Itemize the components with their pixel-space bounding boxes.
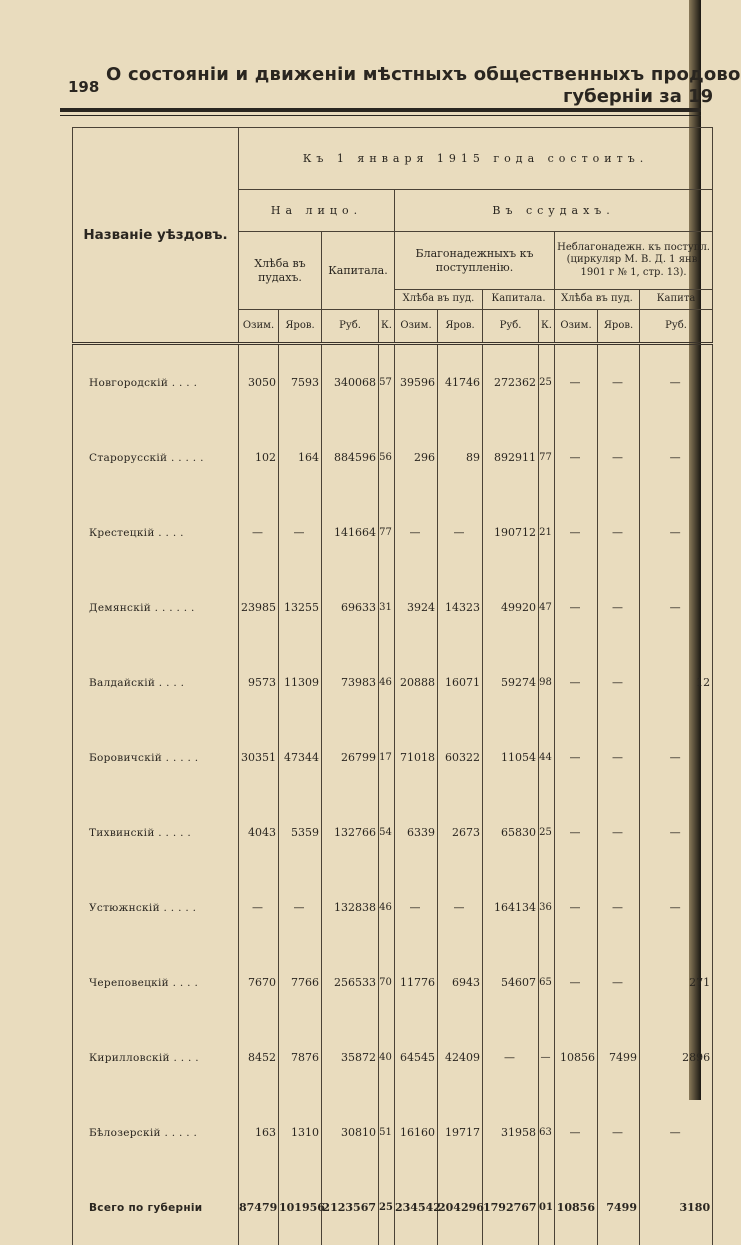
unreliable-rub-cell: — <box>640 795 713 870</box>
unreliable-rub-cell: — <box>640 1095 713 1170</box>
unreliable-yarov-cell: — <box>598 1095 640 1170</box>
reliable-kop-cell: 36 <box>539 870 555 945</box>
kop-cell: 40 <box>379 1020 395 1095</box>
page-number: 198 <box>68 78 99 96</box>
unreliable-rub-cell: 3180 <box>640 1170 713 1245</box>
reliable-rub-cell: 164134 <box>483 870 539 945</box>
in-loans-header: Въ ссудахъ. <box>395 190 713 232</box>
yarov-cell: 164 <box>279 420 322 495</box>
reliable-capital-header: Капитала. <box>483 290 555 310</box>
unreliable-ozim-cell: — <box>555 795 598 870</box>
kop-cell: 70 <box>379 945 395 1020</box>
reliable-yarov-cell: 60322 <box>438 720 483 795</box>
reliable-rub-cell: 31958 <box>483 1095 539 1170</box>
unreliable-ozim-cell: 10856 <box>555 1170 598 1245</box>
ozim-cell: 7670 <box>239 945 279 1020</box>
unreliable-rub-cell: 12 <box>640 645 713 720</box>
unreliable-rub-cell: — <box>640 344 713 421</box>
reliable-yarov-cell: 16071 <box>438 645 483 720</box>
unreliable-yarov-cell: — <box>598 420 640 495</box>
table-row <box>73 344 713 421</box>
yarov-cell: 101956 <box>279 1170 322 1245</box>
reliable-rub-cell: 54607 <box>483 945 539 1020</box>
reliable-kop-cell: 65 <box>539 945 555 1020</box>
kop-cell: 54 <box>379 795 395 870</box>
table-row <box>73 495 713 570</box>
ozim-cell: 23985 <box>239 570 279 645</box>
reliable-kop-cell: 44 <box>539 720 555 795</box>
unreliable-capital-header: Капита <box>640 290 713 310</box>
unreliable-ozim-cell: — <box>555 570 598 645</box>
reliable-ozim-cell: — <box>395 870 438 945</box>
table-row <box>73 1020 713 1095</box>
unreliable-rub-cell: — <box>640 870 713 945</box>
table-row <box>73 1095 713 1170</box>
reliable-ozim-cell: 39596 <box>395 344 438 421</box>
reliable-kop-cell: 63 <box>539 1095 555 1170</box>
reliable-yarov-cell: — <box>438 495 483 570</box>
reliable-ozim-cell: 16160 <box>395 1095 438 1170</box>
reliable-rub-cell: 272362 <box>483 344 539 421</box>
district-name: Тихвинскій . . . . . <box>73 795 239 870</box>
reliable-kop-cell: 77 <box>539 420 555 495</box>
rub-cell: 35872 <box>322 1020 379 1095</box>
kop-cell: 56 <box>379 420 395 495</box>
header-rule-thick <box>60 108 701 112</box>
page-title-line2: губерніи за 19 <box>563 86 713 107</box>
rub-cell: 256533 <box>322 945 379 1020</box>
district-name: Всего по губерніи <box>73 1170 239 1245</box>
kop-cell: 77 <box>379 495 395 570</box>
reliable-rub-cell: 59274 <box>483 645 539 720</box>
ozim-cell: 30351 <box>239 720 279 795</box>
kop-cell: 31 <box>379 570 395 645</box>
reliable-kop-cell: 25 <box>539 795 555 870</box>
unreliable-yarov-cell: — <box>598 645 640 720</box>
reliable-ozim-cell: 20888 <box>395 645 438 720</box>
rub-cell: 30810 <box>322 1095 379 1170</box>
yarov-cell: 5359 <box>279 795 322 870</box>
rub-cell: 884596 <box>322 420 379 495</box>
rub-cell: 73983 <box>322 645 379 720</box>
ozim-cell: — <box>239 870 279 945</box>
district-name: Старорусскій . . . . . <box>73 420 239 495</box>
col-yarov: Яров. <box>279 310 322 344</box>
district-name: Валдайскій . . . . <box>73 645 239 720</box>
reliable-yarov-cell: — <box>438 870 483 945</box>
reliable-rub-cell: — <box>483 1020 539 1095</box>
col-rub: Руб. <box>322 310 379 344</box>
reliable-kop-cell: 21 <box>539 495 555 570</box>
reliable-ozim-cell: 234542 <box>395 1170 438 1245</box>
kop-cell: 25 <box>379 1170 395 1245</box>
reliable-ozim-cell: 11776 <box>395 945 438 1020</box>
reliable-yarov-cell: 14323 <box>438 570 483 645</box>
grain-header: Хлѣба въ пудахъ. <box>239 232 322 310</box>
table-row <box>73 795 713 870</box>
ozim-cell: — <box>239 495 279 570</box>
reliable-grain-header: Хлѣба въ пуд. <box>395 290 483 310</box>
reliable-yarov-cell: 89 <box>438 420 483 495</box>
stock-table <box>72 127 713 1245</box>
unreliable-rub-cell: 2896 <box>640 1020 713 1095</box>
table-row <box>73 1170 713 1245</box>
unreliable-yarov-cell: 7499 <box>598 1170 640 1245</box>
col-reliable-yarov: Яров. <box>438 310 483 344</box>
reliable-yarov-cell: 41746 <box>438 344 483 421</box>
reliable-rub-cell: 65830 <box>483 795 539 870</box>
district-name: Череповецкій . . . . <box>73 945 239 1020</box>
unreliable-yarov-cell: — <box>598 344 640 421</box>
unreliable-yarov-cell: 7499 <box>598 1020 640 1095</box>
reliable-kop-cell: 47 <box>539 570 555 645</box>
yarov-cell: 47344 <box>279 720 322 795</box>
unreliable-rub-cell: — <box>640 720 713 795</box>
rub-cell: 2123567 <box>322 1170 379 1245</box>
reliable-ozim-cell: 71018 <box>395 720 438 795</box>
district-name: Демянскій . . . . . . <box>73 570 239 645</box>
ozim-cell: 3050 <box>239 344 279 421</box>
kop-cell: 46 <box>379 645 395 720</box>
ozim-cell: 9573 <box>239 645 279 720</box>
rub-cell: 340068 <box>322 344 379 421</box>
col-unreliable-rub: Руб. <box>640 310 713 344</box>
reliable-kop-cell: 01 <box>539 1170 555 1245</box>
table-row <box>73 720 713 795</box>
unreliable-grain-header: Хлѣба въ пуд. <box>555 290 640 310</box>
reliable-header: Благонадежныхъ къ поступленію. <box>395 232 555 290</box>
col-reliable-ozim: Озим. <box>395 310 438 344</box>
rub-cell: 141664 <box>322 495 379 570</box>
unreliable-yarov-cell: — <box>598 945 640 1020</box>
unreliable-rub-cell: — <box>640 495 713 570</box>
table-row <box>73 570 713 645</box>
reliable-rub-cell: 892911 <box>483 420 539 495</box>
district-header: Названіе уѣздовъ. <box>73 128 239 344</box>
ozim-cell: 8452 <box>239 1020 279 1095</box>
unreliable-rub-cell: — <box>640 570 713 645</box>
unreliable-rub-cell: 271 <box>640 945 713 1020</box>
reliable-kop-cell: 25 <box>539 344 555 421</box>
col-unreliable-yarov: Яров. <box>598 310 640 344</box>
unreliable-ozim-cell: 10856 <box>555 1020 598 1095</box>
district-name: Устюжнскій . . . . . <box>73 870 239 945</box>
kop-cell: 17 <box>379 720 395 795</box>
unreliable-yarov-cell: — <box>598 795 640 870</box>
unreliable-rub-cell: — <box>640 420 713 495</box>
page-title-line1: О состояніи и движеніи мѣстныхъ общественныхъ продово <box>106 64 741 85</box>
on-hand-header: На лицо. <box>239 190 395 232</box>
district-name: Кирилловскій . . . . <box>73 1020 239 1095</box>
reliable-ozim-cell: 296 <box>395 420 438 495</box>
reliable-kop-cell: 98 <box>539 645 555 720</box>
reliable-ozim-cell: 3924 <box>395 570 438 645</box>
district-name: Боровичскій . . . . . <box>73 720 239 795</box>
reliable-yarov-cell: 6943 <box>438 945 483 1020</box>
table-row <box>73 645 713 720</box>
col-unreliable-ozim: Озим. <box>555 310 598 344</box>
reliable-rub-cell: 11054 <box>483 720 539 795</box>
header-rule-thin <box>60 115 701 116</box>
rub-cell: 132838 <box>322 870 379 945</box>
yarov-cell: — <box>279 870 322 945</box>
kop-cell: 51 <box>379 1095 395 1170</box>
unreliable-ozim-cell: — <box>555 870 598 945</box>
reliable-yarov-cell: 2673 <box>438 795 483 870</box>
table-row <box>73 420 713 495</box>
district-name: Новгородскій . . . . <box>73 344 239 421</box>
col-reliable-rub: Руб. <box>483 310 539 344</box>
yarov-cell: 7876 <box>279 1020 322 1095</box>
unreliable-ozim-cell: — <box>555 420 598 495</box>
reliable-ozim-cell: 64545 <box>395 1020 438 1095</box>
yarov-cell: 13255 <box>279 570 322 645</box>
table-row <box>73 870 713 945</box>
ozim-cell: 4043 <box>239 795 279 870</box>
kop-cell: 46 <box>379 870 395 945</box>
unreliable-yarov-cell: — <box>598 570 640 645</box>
unreliable-ozim-cell: — <box>555 1095 598 1170</box>
ozim-cell: 163 <box>239 1095 279 1170</box>
reliable-rub-cell: 190712 <box>483 495 539 570</box>
table-wrapper <box>72 127 701 1045</box>
reliable-ozim-cell: 6339 <box>395 795 438 870</box>
reliable-yarov-cell: 42409 <box>438 1020 483 1095</box>
rub-cell: 132766 <box>322 795 379 870</box>
main-header: Къ 1 января 1915 года состоитъ. <box>239 128 713 190</box>
yarov-cell: — <box>279 495 322 570</box>
reliable-yarov-cell: 204296 <box>438 1170 483 1245</box>
reliable-rub-cell: 49920 <box>483 570 539 645</box>
unreliable-yarov-cell: — <box>598 720 640 795</box>
district-name: Бѣлозерскій . . . . . <box>73 1095 239 1170</box>
rub-cell: 26799 <box>322 720 379 795</box>
rub-cell: 69633 <box>322 570 379 645</box>
unreliable-yarov-cell: — <box>598 495 640 570</box>
ozim-cell: 87479 <box>239 1170 279 1245</box>
yarov-cell: 1310 <box>279 1095 322 1170</box>
col-ozim: Озим. <box>239 310 279 344</box>
col-reliable-kop: К. <box>539 310 555 344</box>
unreliable-yarov-cell: — <box>598 870 640 945</box>
reliable-rub-cell: 1792767 <box>483 1170 539 1245</box>
unreliable-ozim-cell: — <box>555 495 598 570</box>
reliable-kop-cell: — <box>539 1020 555 1095</box>
col-kop: К. <box>379 310 395 344</box>
reliable-ozim-cell: — <box>395 495 438 570</box>
unreliable-ozim-cell: — <box>555 344 598 421</box>
district-name: Крестецкій . . . . <box>73 495 239 570</box>
table-row <box>73 945 713 1020</box>
yarov-cell: 11309 <box>279 645 322 720</box>
unreliable-ozim-cell: — <box>555 645 598 720</box>
reliable-yarov-cell: 19717 <box>438 1095 483 1170</box>
unreliable-ozim-cell: — <box>555 720 598 795</box>
yarov-cell: 7766 <box>279 945 322 1020</box>
unreliable-header: Неблагонадежн. къ поступл. (циркуляр М. В. Д. 1 янв. 1901 г № 1, стр. 13). <box>555 232 713 290</box>
ozim-cell: 102 <box>239 420 279 495</box>
unreliable-ozim-cell: — <box>555 945 598 1020</box>
table-body <box>73 344 713 1245</box>
kop-cell: 57 <box>379 344 395 421</box>
yarov-cell: 7593 <box>279 344 322 421</box>
capital-header: Капитала. <box>322 232 395 310</box>
